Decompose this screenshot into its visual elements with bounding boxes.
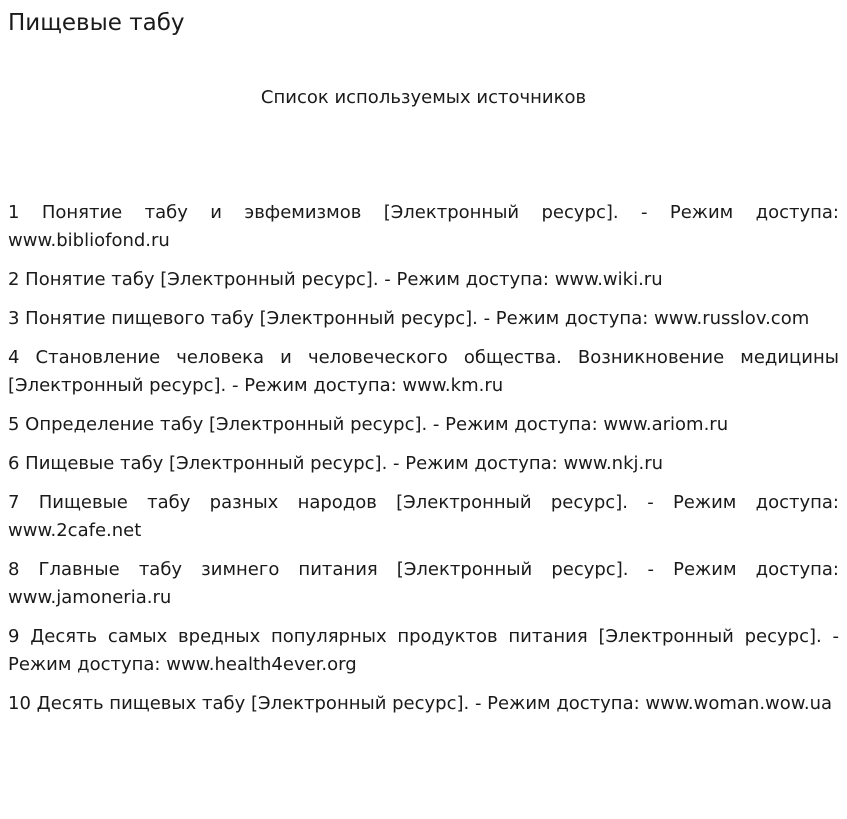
reference-item-1: 1 Понятие табу и эвфемизмов [Электронный ресурс]. - Режим доступа: www.bibliofond.ru bbox=[8, 202, 839, 251]
reference-item-7: 7 Пищевые табу разных народов [Электронный ресурс]. - Режим доступа: www.2cafe.net bbox=[8, 492, 839, 541]
reference-item-5: 5 Определение табу [Электронный ресурс]. - Режим доступа: www.ariom.ru bbox=[8, 414, 729, 435]
reference-item-3: 3 Понятие пищевого табу [Электронный ресурс]. - Режим доступа: www.russlov.com bbox=[8, 308, 810, 329]
reference-item-9: 9 Десять самых вредных популярных продуктов питания [Электронный ресурс]. - Режим доступа: www.health4ever.org bbox=[8, 626, 839, 675]
reference-item-4: 4 Становление человека и человеческого общества. Возникновение медицины [Электронный ресурс]. - Режим доступа: www.km.ru bbox=[8, 347, 839, 396]
reference-item-8: 8 Главные табу зимнего питания [Электронный ресурс]. - Режим доступа: www.jamoneria.ru bbox=[8, 559, 839, 608]
reference-item-2: 2 Понятие табу [Электронный ресурс]. - Режим доступа: www.wiki.ru bbox=[8, 269, 663, 290]
reference-list bbox=[8, 199, 839, 729]
reference-item-6: 6 Пищевые табу [Электронный ресурс]. - Режим доступа: www.nkj.ru bbox=[8, 453, 664, 474]
section-heading: Список используемых источников bbox=[260, 87, 587, 108]
page-title: Пищевые табу bbox=[8, 10, 185, 36]
reference-item-10: 10 Десять пищевых табу [Электронный ресурс]. - Режим доступа: www.woman.wow.ua bbox=[8, 693, 833, 714]
